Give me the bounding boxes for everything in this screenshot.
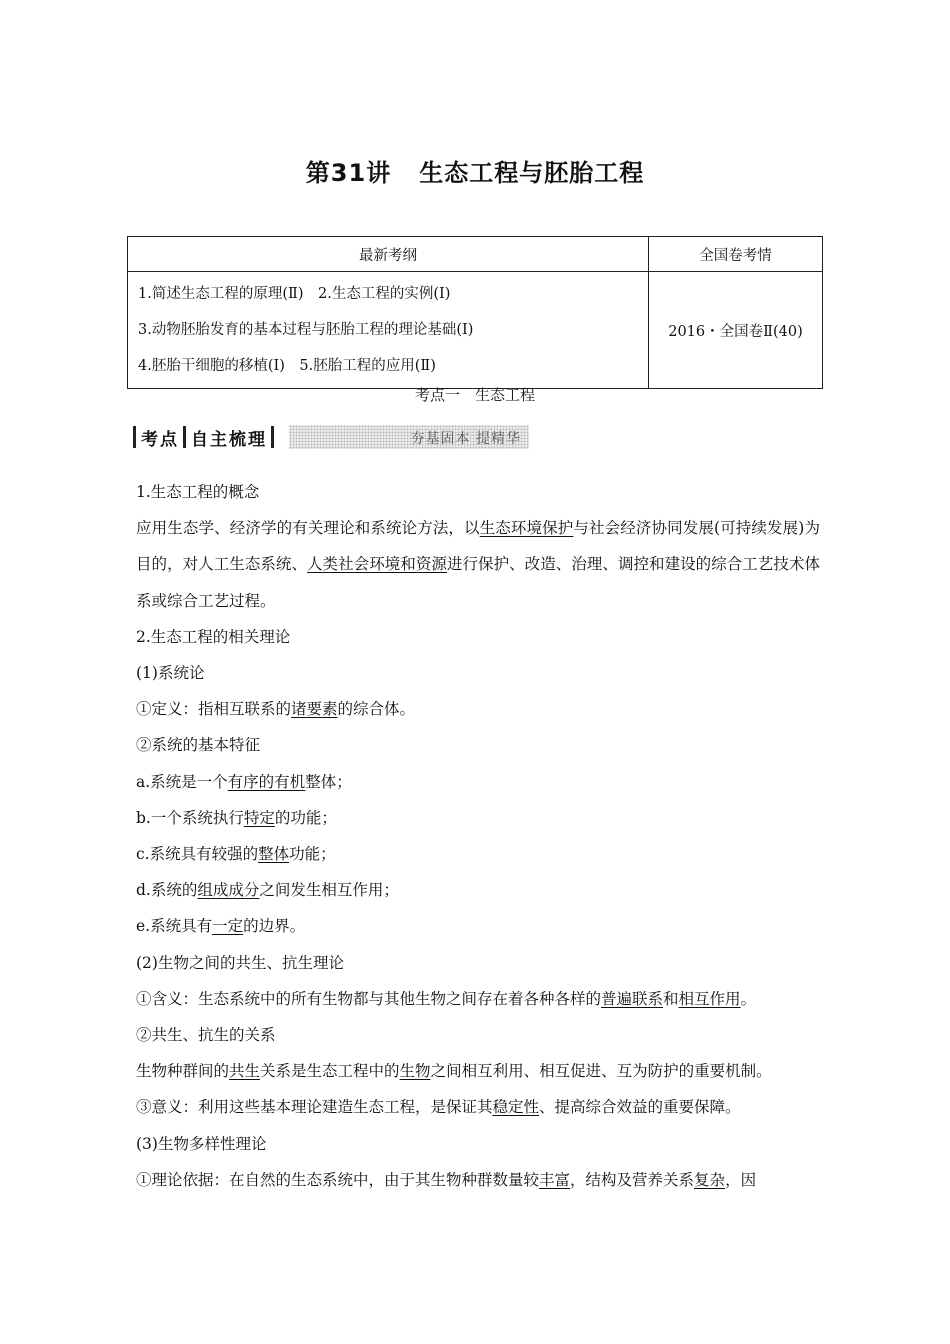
banner-slogan: 夯基固本 提精华 — [410, 431, 521, 447]
underlined-answer: 组成成分 — [197, 881, 260, 900]
paragraph — [136, 1126, 820, 1162]
text-segment: ②系统的基本特征 — [136, 736, 261, 755]
paragraph — [136, 691, 820, 727]
text-segment: 之间相互利用、相互促进、互为防护的重要机制。 — [430, 1062, 772, 1081]
text-segment: 整体； — [305, 772, 352, 791]
outline-line: 3.动物胚胎发育的基本过程与胚胎工程的理论基础(Ⅰ) — [138, 322, 474, 338]
underlined-answer: 共生 — [229, 1062, 261, 1081]
text-segment: 与社会经济协同发展(可持续发展)为目的，对人工生态系统、 — [136, 519, 820, 574]
underlined-answer: 人类社会环境和资源 — [307, 555, 447, 574]
text-segment: 的边界。 — [243, 917, 306, 936]
section-title: 考点一 生态工程 — [414, 386, 535, 404]
underlined-answer: 特定 — [243, 808, 275, 827]
header-exam-info: 全国卷考情 — [649, 237, 823, 272]
section-banner — [133, 424, 529, 450]
paragraph — [136, 655, 820, 691]
paragraph — [136, 872, 820, 908]
underlined-answer: 整体 — [258, 845, 290, 864]
text-segment: ①理论依据：在自然的生态系统中，由于其生物种群数量较 — [136, 1170, 540, 1189]
underlined-answer: 稳定性 — [492, 1098, 540, 1117]
underlined-answer: 生物 — [399, 1062, 431, 1081]
text-segment: 、提高综合效益的重要保障。 — [539, 1098, 741, 1117]
text-segment: 进行保护、改造、治理、调控和建设的综合工艺技术体系或综合工艺过程。 — [136, 555, 820, 610]
paragraph — [136, 764, 820, 800]
lecture-number: 第31讲 — [305, 159, 392, 187]
underlined-answer: 普遍联系 — [601, 989, 664, 1008]
paragraph — [136, 800, 820, 836]
paragraph — [136, 1162, 820, 1198]
paragraph — [136, 981, 820, 1017]
text-segment: ②共生、抗生的关系 — [136, 1026, 276, 1045]
paragraph — [136, 1017, 820, 1053]
text-segment: 的功能； — [274, 808, 337, 827]
paragraph — [136, 727, 820, 763]
underlined-answer: 有序的有机 — [227, 772, 306, 791]
text-segment: 应用生态学、经济学的有关理论和系统论方法，以 — [136, 519, 480, 538]
text-segment: ，因 — [725, 1170, 757, 1189]
text-segment: 和 — [663, 989, 679, 1008]
paragraph — [136, 474, 820, 510]
banner-dotted-box — [289, 425, 529, 449]
underlined-answer: 一定 — [212, 917, 244, 936]
banner-divider — [183, 426, 186, 448]
underlined-answer: 丰富 — [539, 1170, 571, 1189]
paragraph — [136, 619, 820, 655]
main-content — [136, 474, 820, 1198]
banner-label-kaodian: 考点 — [141, 429, 179, 450]
paragraph — [136, 908, 820, 944]
underlined-answer: 生态环境保护 — [479, 519, 574, 538]
text-segment: d.系统的 — [136, 881, 198, 900]
page-title — [0, 153, 950, 188]
text-segment: 功能； — [289, 845, 336, 864]
text-segment: ①含义：生态系统中的所有生物都与其他生物之间存在着各种各样的 — [136, 989, 602, 1008]
paragraph — [136, 510, 820, 619]
text-segment: 1.生态工程的概念 — [136, 483, 260, 501]
text-segment: 2.生态工程的相关理论 — [136, 627, 291, 646]
lecture-topic: 生态工程与胚胎工程 — [419, 159, 645, 187]
paragraph — [136, 1053, 820, 1089]
text-segment: 的综合体。 — [337, 700, 416, 719]
paragraph — [136, 1089, 820, 1125]
exam-info-cell: 2016・全国卷Ⅱ(40) — [649, 272, 823, 389]
text-segment: ①定义：指相互联系的 — [136, 700, 292, 719]
table-header-row — [128, 237, 823, 272]
outline-line: 1.简述生态工程的原理(Ⅱ) 2.生态工程的实例(Ⅰ) — [138, 286, 451, 302]
outline-cell — [128, 272, 649, 389]
text-segment: (2)生物之间的共生、抗生理论 — [136, 953, 344, 972]
banner-divider — [271, 426, 274, 448]
text-segment: a.系统是一个 — [136, 772, 228, 791]
text-segment: c.系统具有较强的 — [136, 845, 259, 864]
text-segment: b.一个系统执行 — [136, 808, 244, 827]
text-segment: (3)生物多样性理论 — [136, 1134, 267, 1153]
text-segment: 。 — [740, 989, 757, 1008]
paragraph — [136, 945, 820, 981]
banner-divider — [133, 426, 136, 448]
text-segment: ，结构及营养关系 — [570, 1170, 695, 1189]
exam-outline-table — [127, 236, 823, 389]
text-segment: 生物种群间的 — [136, 1062, 230, 1081]
paragraph — [136, 836, 820, 872]
underlined-answer: 诸要素 — [291, 700, 338, 719]
text-segment: 关系是生态工程中的 — [260, 1062, 400, 1081]
text-segment: ③意义：利用这些基本理论建造生态工程，是保证其 — [136, 1098, 493, 1117]
text-segment: e.系统具有 — [136, 917, 213, 936]
underlined-answer: 相互作用 — [678, 989, 741, 1008]
text-segment: 之间发生相互作用； — [259, 881, 399, 900]
underlined-answer: 复杂 — [694, 1170, 726, 1189]
outline-line: 4.胚胎干细胞的移植(Ⅰ) 5.胚胎工程的应用(Ⅱ) — [138, 358, 436, 374]
text-segment: (1)系统论 — [136, 664, 205, 683]
table-row — [128, 272, 823, 389]
banner-label-zizhu: 自主梳理 — [191, 429, 267, 450]
header-outline: 最新考纲 — [128, 237, 649, 272]
